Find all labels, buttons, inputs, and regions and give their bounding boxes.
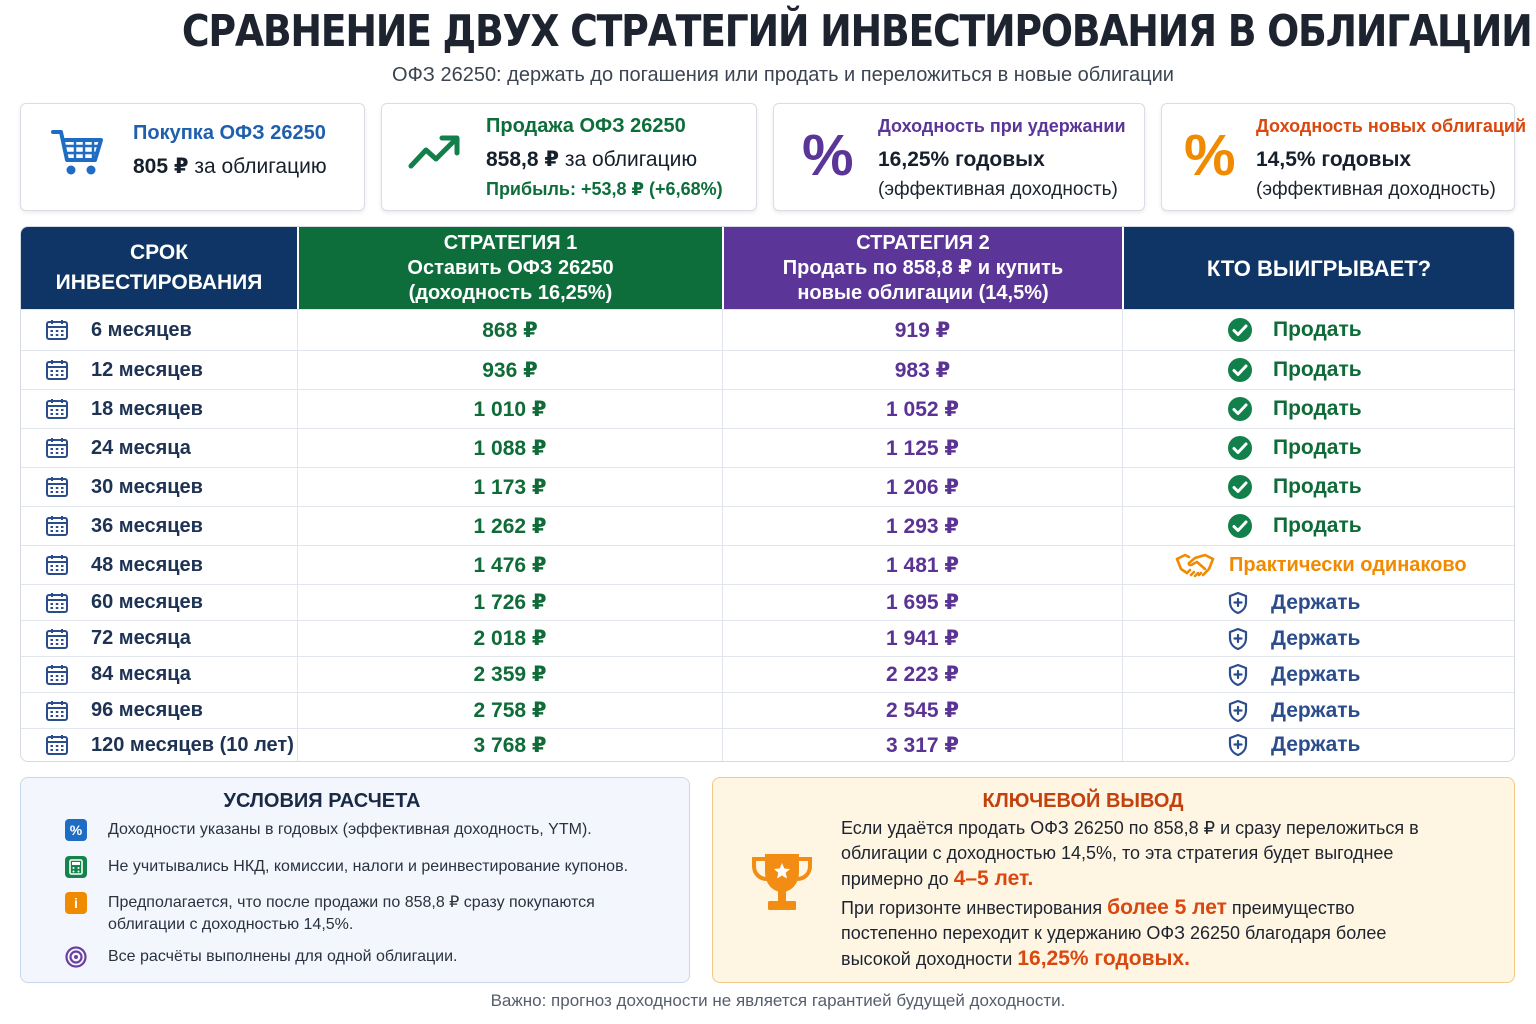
conclusion-paragraph-1 — [841, 816, 1441, 892]
conclusion-paragraph-2 — [841, 895, 1441, 972]
strategy-2-value: 1 941 ₽ — [722, 621, 1122, 656]
winner-cell — [1122, 390, 1514, 428]
header-term-line-2: ИНВЕСТИРОВАНИЯ — [55, 271, 263, 294]
header-strategy-2-line-1: СТРАТЕГИЯ 2 — [856, 231, 990, 254]
sell-card — [381, 103, 757, 211]
table-row — [21, 467, 1514, 506]
table-row — [21, 728, 1514, 761]
calendar-icon — [45, 319, 69, 341]
calendar-icon — [45, 628, 69, 650]
strategy-2-value: 1 293 ₽ — [722, 507, 1122, 545]
table-row — [21, 620, 1514, 656]
sell-card-value: 858,8 ₽ — [486, 148, 559, 171]
strategy-1-value: 1 726 ₽ — [297, 585, 722, 620]
term-label: 18 месяцев — [91, 397, 203, 420]
term-label: 6 месяцев — [91, 318, 192, 341]
conditions-title: УСЛОВИЯ РАСЧЕТА — [223, 790, 421, 812]
strategy-1-value: 1 173 ₽ — [297, 468, 722, 506]
term-cell — [21, 468, 297, 506]
winner-label: Практически одинаково — [1229, 553, 1467, 576]
header-strategy-2-line-3: новые облигации (14,5%) — [797, 281, 1049, 304]
calendar-icon — [45, 398, 69, 420]
header-strategy-1-line-1: СТРАТЕГИЯ 1 — [443, 231, 578, 254]
shield-icon — [1227, 733, 1249, 757]
term-cell — [21, 429, 297, 467]
check-circle-icon — [1227, 435, 1253, 461]
term-cell — [21, 621, 297, 656]
table-body — [21, 309, 1514, 761]
trophy-icon — [747, 850, 817, 921]
header-strategy-1-line-3: (доходность 16,25%) — [408, 281, 613, 304]
new-yield-value-line — [1256, 148, 1411, 172]
winner-cell — [1122, 546, 1514, 584]
term-cell — [21, 351, 297, 389]
winner-label: Держать — [1271, 626, 1361, 650]
condition-text: Предполагается, что после продажи по 858,8 ₽ сразу покупаются облигации с доходностью 14,5%. — [108, 894, 595, 933]
winner-cell — [1122, 507, 1514, 545]
handshake-icon — [1175, 551, 1215, 579]
conclusion-p2-before: При горизонте инвестирования — [841, 898, 1108, 918]
shield-icon — [1227, 591, 1249, 615]
conclusion-p2-highlight-1: более 5 лет — [1107, 896, 1227, 919]
shield-icon — [1227, 627, 1249, 651]
hold-yield-value-line — [878, 148, 1045, 172]
table-row — [21, 545, 1514, 584]
page-title: СРАВНЕНИЕ ДВУХ СТРАТЕГИЙ ИНВЕСТИРОВАНИЯ В ОБЛИГАЦИИ — [181, 6, 1532, 57]
term-cell — [21, 657, 297, 692]
conclusion-title: КЛЮЧЕВОЙ ВЫВОД — [982, 790, 1184, 812]
new-yield-card — [1161, 103, 1527, 211]
winner-verdict — [1123, 733, 1360, 757]
buy-card — [20, 103, 365, 211]
table-row — [21, 350, 1514, 389]
condition-item — [65, 819, 592, 841]
strategy-1-value: 1 088 ₽ — [297, 429, 722, 467]
winner-verdict — [1123, 663, 1360, 687]
winner-label: Продать — [1273, 514, 1362, 537]
winner-cell — [1122, 693, 1514, 728]
winner-verdict — [1123, 551, 1467, 579]
new-yield-note: (эффективная доходность) — [1256, 179, 1496, 200]
term-label: 84 месяца — [91, 663, 191, 685]
winner-label: Продать — [1273, 358, 1362, 381]
table-row — [21, 428, 1514, 467]
strategy-1-value: 1 262 ₽ — [297, 507, 722, 545]
winner-verdict — [1123, 591, 1360, 615]
sell-card-value-line — [486, 147, 697, 172]
term-label: 30 месяцев — [91, 475, 203, 498]
term-cell — [21, 729, 297, 761]
calendar-icon — [45, 515, 69, 537]
calendar-icon — [45, 359, 69, 381]
conclusion-p1-highlight: 4–5 лет. — [953, 867, 1034, 890]
winner-label: Продать — [1273, 436, 1362, 459]
winner-label: Держать — [1271, 698, 1361, 722]
percent-icon: % — [65, 819, 87, 841]
winner-label: Держать — [1271, 733, 1361, 756]
table-row — [21, 506, 1514, 545]
calendar-icon — [45, 476, 69, 498]
strategy-2-value: 2 223 ₽ — [722, 657, 1122, 692]
header-winner — [1122, 227, 1514, 309]
conclusion-p1-text: Если удаётся продать ОФЗ 26250 по 858,8 ₽ и сразу переложиться в облигации с доходностью 14,5%, то эта стратегия будет выгоднее примерно до — [841, 818, 1419, 889]
winner-verdict — [1123, 513, 1362, 539]
header-strategy-1-line-2: Оставить ОФЗ 26250 — [407, 256, 614, 279]
strategy-2-value: 1 695 ₽ — [722, 585, 1122, 620]
percent-icon: % — [1184, 123, 1236, 188]
condition-text: Не учитывались НКД, комиссии, налоги и реинвестирование купонов. — [108, 858, 629, 875]
condition-text: Доходности указаны в годовых (эффективная доходность, YTM). — [108, 821, 592, 838]
term-cell — [21, 507, 297, 545]
winner-cell — [1122, 621, 1514, 656]
winner-verdict — [1123, 474, 1362, 500]
buy-card-title: Покупка ОФЗ 26250 — [133, 122, 326, 144]
winner-verdict — [1123, 317, 1362, 343]
hold-yield-suffix: годовых — [949, 148, 1045, 171]
winner-label: Держать — [1271, 662, 1361, 686]
header-term-line-1: СРОК — [129, 241, 189, 264]
term-label: 96 месяцев — [91, 699, 203, 721]
comparison-table — [20, 226, 1515, 762]
term-cell — [21, 310, 297, 350]
shopping-cart-icon — [51, 128, 105, 183]
sell-card-profit: Прибыль: +53,8 ₽ (+6,68%) — [486, 179, 723, 199]
header-strategy-1 — [297, 227, 722, 309]
condition-item — [65, 856, 628, 878]
strategy-2-value: 2 545 ₽ — [722, 693, 1122, 728]
hold-yield-value: 16,25% — [878, 148, 950, 171]
strategy-1-value: 936 ₽ — [297, 351, 722, 389]
condition-text: Все расчёты выполнены для одной облигации. — [108, 948, 458, 965]
conditions-box — [20, 777, 690, 983]
winner-verdict — [1123, 357, 1362, 383]
hold-yield-card — [773, 103, 1145, 211]
strategy-2-value: 983 ₽ — [722, 351, 1122, 389]
check-circle-icon — [1227, 317, 1253, 343]
header-winner-label: КТО ВЫИГРЫВАЕТ? — [1206, 255, 1432, 281]
term-label: 48 месяцев — [91, 553, 203, 576]
strategy-2-value: 919 ₽ — [722, 310, 1122, 350]
buy-card-value: 805 ₽ — [133, 155, 189, 178]
term-cell — [21, 390, 297, 428]
header-strategy-2-line-2: Продать по 858,8 ₽ и купить — [782, 256, 1064, 279]
winner-verdict — [1123, 435, 1362, 461]
table-row — [21, 309, 1514, 350]
strategy-2-value: 1 206 ₽ — [722, 468, 1122, 506]
condition-item — [65, 946, 457, 968]
check-circle-icon — [1227, 474, 1253, 500]
strategy-1-value: 868 ₽ — [297, 310, 722, 350]
check-circle-icon — [1227, 396, 1253, 422]
strategy-1-value: 1 010 ₽ — [297, 390, 722, 428]
trending-up-icon — [408, 132, 462, 177]
strategy-1-value: 3 768 ₽ — [297, 729, 722, 761]
info-icon: i — [65, 892, 87, 914]
strategy-1-value: 2 018 ₽ — [297, 621, 722, 656]
conclusion-p2-middle: преимущество постепенно переходит к удержанию ОФЗ 26250 благодаря более высокой доходности — [841, 898, 1387, 969]
new-yield-title: Доходность новых облигаций — [1256, 116, 1527, 136]
winner-verdict — [1123, 699, 1360, 723]
term-label: 24 месяца — [91, 436, 191, 459]
buy-card-suffix: за облигацию — [188, 155, 327, 178]
percent-icon: % — [802, 123, 854, 188]
check-circle-icon — [1227, 357, 1253, 383]
strategy-2-value: 1 125 ₽ — [722, 429, 1122, 467]
table-row — [21, 656, 1514, 692]
calendar-icon — [45, 554, 69, 576]
target-icon — [65, 946, 87, 968]
winner-cell — [1122, 657, 1514, 692]
term-label: 12 месяцев — [91, 358, 203, 381]
new-yield-value: 14,5% — [1256, 148, 1316, 171]
header-term — [21, 227, 297, 309]
term-label: 72 месяца — [91, 627, 191, 649]
winner-label: Держать — [1271, 590, 1361, 614]
table-row — [21, 692, 1514, 728]
term-cell — [21, 585, 297, 620]
winner-verdict — [1123, 627, 1360, 651]
strategy-2-value: 3 317 ₽ — [722, 729, 1122, 761]
shield-icon — [1227, 663, 1249, 687]
strategy-1-value: 2 758 ₽ — [297, 693, 722, 728]
sell-card-suffix: за облигацию — [559, 148, 698, 171]
winner-cell — [1122, 310, 1514, 350]
winner-cell — [1122, 729, 1514, 761]
hold-yield-note: (эффективная доходность) — [878, 179, 1118, 200]
term-label: 60 месяцев — [91, 591, 203, 613]
term-label: 36 месяцев — [91, 514, 203, 537]
buy-card-value-line — [133, 154, 327, 179]
shield-icon — [1227, 699, 1249, 723]
footer-note: Важно: прогноз доходности не является гарантией будущей доходности. — [490, 991, 1066, 1010]
strategy-1-value: 2 359 ₽ — [297, 657, 722, 692]
page-subtitle: ОФЗ 26250: держать до погашения или продать и переложиться в новые облигации — [392, 64, 1174, 86]
table-row — [21, 584, 1514, 620]
winner-cell — [1122, 585, 1514, 620]
new-yield-suffix: годовых — [1315, 148, 1412, 171]
header-strategy-2 — [722, 227, 1122, 309]
winner-cell — [1122, 351, 1514, 389]
term-label: 120 месяцев (10 лет) — [91, 733, 294, 756]
strategy-1-value: 1 476 ₽ — [297, 546, 722, 584]
calculator-icon — [65, 856, 87, 878]
hold-yield-title: Доходность при удержании — [878, 116, 1126, 136]
strategy-2-value: 1 481 ₽ — [722, 546, 1122, 584]
calendar-icon — [45, 734, 69, 756]
winner-label: Продать — [1273, 318, 1362, 341]
winner-cell — [1122, 429, 1514, 467]
conclusion-p2-highlight-2: 16,25% годовых. — [1017, 947, 1190, 970]
calendar-icon — [45, 592, 69, 614]
calendar-icon — [45, 700, 69, 722]
table-header — [21, 227, 1514, 309]
winner-cell — [1122, 468, 1514, 506]
calendar-icon — [45, 437, 69, 459]
winner-label: Продать — [1273, 475, 1362, 498]
term-cell — [21, 693, 297, 728]
sell-card-title: Продажа ОФЗ 26250 — [486, 115, 686, 137]
strategy-2-value: 1 052 ₽ — [722, 390, 1122, 428]
table-row — [21, 389, 1514, 428]
winner-verdict — [1123, 396, 1362, 422]
calendar-icon — [45, 664, 69, 686]
term-cell — [21, 546, 297, 584]
winner-label: Продать — [1273, 397, 1362, 420]
condition-item — [65, 892, 625, 936]
check-circle-icon — [1227, 513, 1253, 539]
conclusion-box — [712, 777, 1515, 983]
